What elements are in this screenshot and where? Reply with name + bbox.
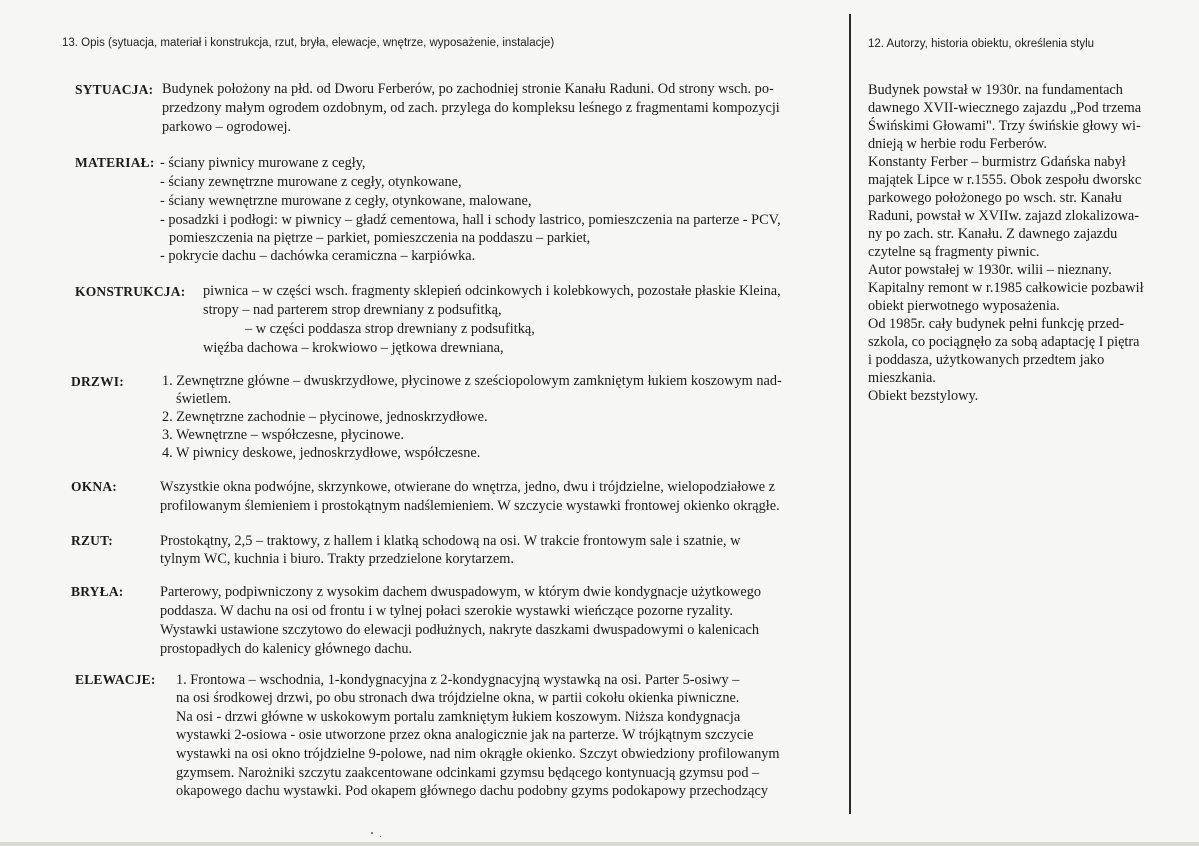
history-line: ny po zach. str. Kanału. Z dawnego zajazdu [868, 226, 1118, 242]
text-line: – w części poddasza strop drewniany z podsufitką, [245, 321, 535, 337]
scan-speck [371, 832, 373, 834]
description-header: 13. Opis (sytuacja, materiał i konstrukcja, rzut, bryła, elewacje, wnętrze, wyposażenie, instalacje) [62, 37, 555, 49]
history-line: majątek Lipce w r.1555. Obok zespołu dworskc [868, 172, 1142, 188]
section-label: DRZWI: [71, 374, 124, 389]
history-line: Raduni, powstał w XVIIw. zajazd zlokalizowa- [868, 208, 1140, 224]
scan-speck [380, 836, 381, 837]
section-label: SYTUACJA: [75, 82, 154, 97]
text-line: świetlem. [176, 391, 232, 407]
section-label: BRYŁA: [71, 584, 124, 599]
history-line: parkowego położonego po wsch. str. Kanału [868, 190, 1122, 206]
text-line: wystawki 2-osiowa - osie utworzone przez okna analogicznie jak na parterze. W trójkątnym szczycie [176, 727, 754, 743]
text-line: - posadzki i podłogi: w piwnicy – gładź cementowa, hall i schody lastrico, pomieszczenia na parterze - PCV, [160, 212, 781, 228]
text-line: stropy – nad parterem strop drewniany z podsufitką, [203, 302, 502, 318]
text-line: - ściany wewnętrzne murowane z cegły, otynkowane, malowane, [160, 193, 532, 209]
text-line: gzymsem. Narożniki szczytu zaakcentowane odcinkami gzymsu będącego kontynuacją gzymsu pod – [176, 765, 760, 781]
text-line: Prostokątny, 2,5 – traktowy, z hallem i klatką schodową na osi. W trakcie frontowym sale i szatnie, w [160, 533, 741, 549]
text-line: - ściany piwnicy murowane z cegły, [160, 155, 366, 171]
text-line: przedzony małym ogrodem ozdobnym, od zach. przylega do kompleksu leśnego z fragmentami kompozycji [162, 100, 780, 116]
text-line: więźba dachowa – krokwiowo – jętkowa drewniana, [203, 340, 504, 356]
section-label: MATERIAŁ: [75, 155, 155, 170]
text-line: na osi środkowej drzwi, po obu stronach dwa trójdzielne okna, w partii cokołu okienka piwniczne. [176, 690, 740, 706]
text-line: tylnym WC, kuchnia i biuro. Trakty przedzielone korytarzem. [160, 551, 514, 567]
section-label: ELEWACJE: [75, 672, 156, 687]
text-line: profilowanym ślemieniem i prostokątnym nadślemieniem. W szczycie wystawki frontowej okienko okrągłe. [160, 498, 780, 514]
text-line: pomieszczenia na piętrze – parkiet, pomieszczenia na poddaszu – parkiet, [169, 230, 591, 246]
text-line: wystawki na osi okno trójdzielne 9-polowe, nad nim okrągłe okienko. Szczyt obwiedziony profilowanym [176, 746, 780, 762]
text-line: 3. Wewnętrzne – współczesne, płycinowe. [162, 427, 404, 443]
text-line: 4. W piwnicy deskowe, jednoskrzydłowe, współczesne. [162, 445, 481, 461]
history-line: Świńskimi Głowami". Trzy świńskie głowy wi- [868, 118, 1141, 134]
column-divider [849, 14, 851, 814]
text-line: 1. Frontowa – wschodnia, 1-kondygnacyjna z 2-kondygnacyjną wystawką na osi. Parter 5-osiwy – [176, 672, 740, 688]
history-line: Obiekt bezstylowy. [868, 388, 979, 404]
text-line: parkowo – ogrodowej. [162, 119, 292, 135]
section-label: KONSTRUKCJA: [75, 284, 186, 299]
text-line: - pokrycie dachu – dachówka ceramiczna – karpiówka. [160, 248, 476, 264]
history-line: i poddasza, użytkowanych przedtem jako [868, 352, 1105, 368]
text-line: Wszystkie okna podwójne, skrzynkowe, otwierane do wnętrza, jedno, dwu i trójdzielne, wielopodziałowe z [160, 479, 775, 495]
text-line: Parterowy, podpiwniczony z wysokim dachem dwuspadowym, w którym dwie kondygnacje użytkowego [160, 584, 762, 600]
history-line: dawnego XVII-wiecznego zajazdu „Pod trzema [868, 100, 1142, 116]
scan-bottom-edge [0, 842, 1199, 846]
text-line: Na osi - drzwi główne w uskokowym portalu zamkniętym łukiem koszowym. Niższa kondygnacja [176, 709, 741, 725]
text-line: prostopadłych do kalenicy głównego dachu. [160, 641, 413, 657]
text-line: - ściany zewnętrzne murowane z cegły, otynkowane, [160, 174, 462, 190]
text-line: okapowego dachu wystawki. Pod okapem głównego dachu podobny gzyms podokapowy przechodzący [176, 783, 768, 799]
history-line: szkola, co pociągnęło za sobą adaptację I piętra [868, 334, 1140, 350]
history-line: Budynek powstał w 1930r. na fundamentach [868, 82, 1123, 98]
section-label: OKNA: [71, 479, 117, 494]
history-line: mieszkania. [868, 370, 936, 386]
text-line: poddasza. W dachu na osi od frontu i w tylnej połaci szerokie wystawki wieńczące pozorne ryzality. [160, 603, 734, 619]
history-line: dnieją w herbie rodu Ferberów. [868, 136, 1047, 152]
history-line: obiekt pierwotnego wyposażenia. [868, 298, 1060, 314]
text-line: Wystawki ustawione szczytowo do elewacji podłużnych, nakryte daszkami dwuspadowymi o kalenicach [160, 622, 760, 638]
section-label: RZUT: [71, 533, 114, 548]
history-header: 12. Autorzy, historia obiektu, określenia stylu [868, 38, 1095, 50]
history-line: Kapitalny remont w r.1985 całkowicie pozbawił [868, 280, 1144, 296]
text-line: piwnica – w części wsch. fragmenty sklepień odcinkowych i kolebkowych, pozostałe płaskie Kleina, [203, 283, 781, 299]
history-line: Konstanty Ferber – burmistrz Gdańska nabył [868, 154, 1126, 170]
history-line: Od 1985r. cały budynek pełni funkcję przed- [868, 316, 1125, 332]
history-line: czytelne są fragmenty piwnic. [868, 244, 1040, 260]
history-line: Autor powstałej w 1930r. wilii – nieznany. [868, 262, 1112, 278]
text-line: 2. Zewnętrzne zachodnie – płycinowe, jednoskrzydłowe. [162, 409, 488, 425]
text-line: Budynek położony na płd. od Dworu Ferberów, po zachodniej stronie Kanału Raduni. Od strony wsch. po- [162, 81, 774, 97]
text-line: 1. Zewnętrzne główne – dwuskrzydłowe, płycinowe z sześciopolowym zamkniętym łukiem koszowym nad- [162, 373, 782, 389]
